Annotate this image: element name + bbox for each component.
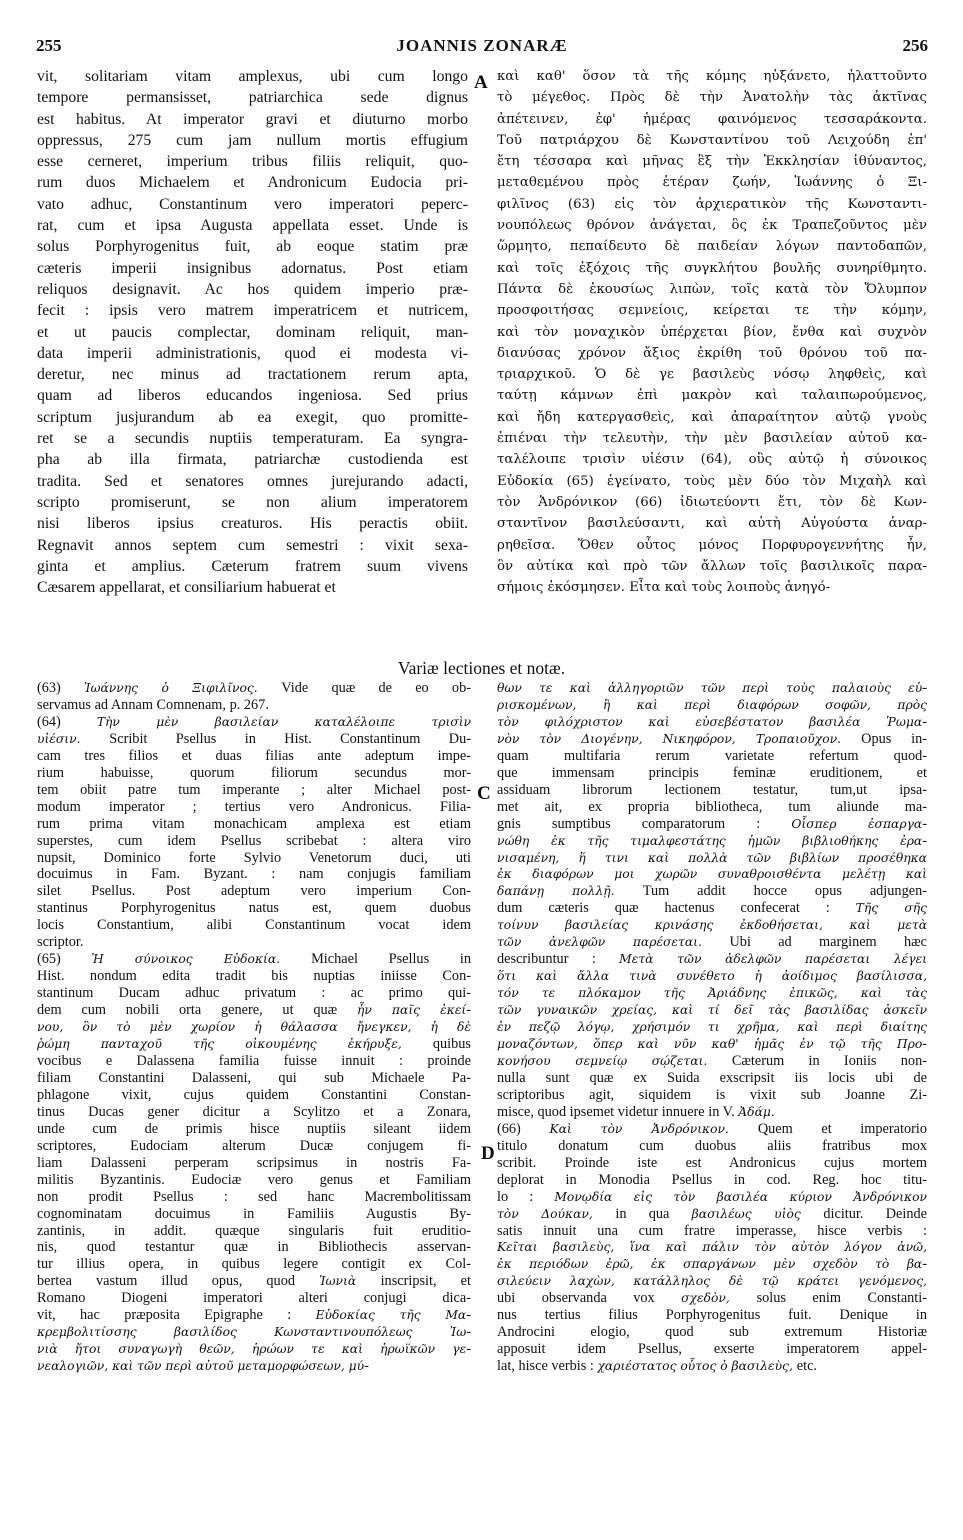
text-line: scriptoribus agit, siquidem is vixit sub Joanne Zi- xyxy=(497,1086,927,1103)
page-number-right: 256 xyxy=(902,36,928,55)
text-line: ῥώμη πανταχοῦ τῆς οἰκουμένης ἐκήρυξε, quibus xyxy=(37,1036,471,1053)
text-line: tinus Ducas gener dicitur a Scylitzo et a Zonara, xyxy=(37,1103,471,1120)
text-line: Regnavit annos septem cum semestri : vixit sexa- xyxy=(37,536,468,554)
text-line: Cæsarem appellarat, et consiliarium habuerat et xyxy=(37,579,336,597)
text-line: ὅτι καὶ ἄλλα τινὰ συνέθετο ἡ ἀοίδιμος βασίλισσα, xyxy=(497,969,927,984)
text-line: rum duos Michaelem et Andronicum Eudocia pri- xyxy=(37,174,468,192)
text-line: τὸν Δούκαν, in qua βασιλέως υἱὸς dicitur. Deinde xyxy=(497,1205,927,1222)
text-line: scriptum jusjurandum ab ea exegit, quo promitte- xyxy=(37,408,468,426)
text-line: Romano Diogeni imperatori alteri conjugi dica- xyxy=(37,1290,471,1307)
text-line: servamus ad Annam Comnenam, p. 267. xyxy=(37,696,269,713)
text-line: ἔτη τέσσαρα καὶ μῆνας ἓξ τὴν Ἐκκλησίαν ἰθύναντος, xyxy=(497,154,927,170)
text-line: lo : Μονῳδία εἰς τὸν βασιλέα κύριον Ἀνδρόνικον xyxy=(497,1188,927,1205)
text-line: φιλῖνος (63) εἰς τὸν ἀρχιερατικὸν τῆς Κωνσταντι- xyxy=(497,196,927,212)
text-line: ὥρμητο, πεπαίδευτο δὲ παιδείαν λόγων παντοδαπῶν, xyxy=(497,239,927,255)
text-line: nulla sunt quæ ex Suida exscripsit iis locis ubi de xyxy=(497,1069,927,1086)
text-line: τόν τε πλόκαμον τῆς Ἀριάδνης ἐπικῶς, καὶ τὰς xyxy=(497,986,927,1001)
text-line: met ait, ex propria bibliotheca, tum aliunde ma- xyxy=(497,798,927,815)
text-line: et ut paucis complectar, dominam reliquit, man- xyxy=(37,323,468,341)
text-line: scriptor. xyxy=(37,934,84,951)
text-line: τὸ μέγεθος. Πρὸς δὲ τὴν Ἀνατολὴν τὰς ἀκτῖνας xyxy=(497,90,927,106)
text-line: bertea vastum illud opus, quod Ἰωνιὰ inscripsit, et xyxy=(37,1273,471,1290)
text-line: stantinus Porphyrogenitus natus est, quem duobus xyxy=(37,900,471,917)
text-line: reliquos designavit. Ac hos quidem imperio præ- xyxy=(37,280,468,298)
page-header xyxy=(36,36,928,60)
text-line: rum prima vitam monachicam amplexa est etiam xyxy=(37,815,471,832)
text-line: ἀπέτεινεν, ἐφ' ἡμέρας φαινόμενος τεσσαράκοντα. xyxy=(497,111,927,127)
margin-marker-a: A xyxy=(474,72,488,93)
text-line: pha ab illa firmata, patriarchæ custodienda est xyxy=(37,451,468,469)
text-line: Πάντα δὲ ἑκουσίως λιπὼν, τοῖς κατὰ τὸν Ὄλυμπον xyxy=(497,281,927,297)
text-line: σήμοις ἐκόσμησεν. Εἶτα καὶ τοὺς λοιποὺς ἀνηγό- xyxy=(497,580,831,596)
text-line: (63) Ἰωάννης ὁ Ξιφιλῖνος. Vide quæ de eo ob- xyxy=(37,680,471,696)
text-line: modum imperator ; tertius vero Andronicus. Filia- xyxy=(37,798,471,815)
text-line: nis, quod testantur quæ in Bibliothecis asservan- xyxy=(37,1239,471,1256)
variae-lectiones-heading: Variæ lectiones et notæ. xyxy=(397,658,566,678)
text-line: unde cum de primis hisce nuptiis sileant iidem xyxy=(37,1120,471,1137)
text-line: τῶν ἀνελφῶν παρέσεται. Ubi ad marginem hæc xyxy=(497,934,927,951)
text-line: δαπάνῃ πολλῇ. Tum addit hocce opus adjungen- xyxy=(497,883,927,900)
text-line: militis Byzantinis. Eudociæ vero genus et Familiam xyxy=(37,1171,471,1188)
text-line: nupsit, Dominico forte Sylvio Venetorum duci, uti xyxy=(37,849,471,866)
text-line: rium habuisse, quorum filiorum secundus mor- xyxy=(37,764,471,781)
text-line: esse cerneret, imperium tribus filiis reliquit, quo- xyxy=(37,153,468,171)
text-line: σταντῖνον βασιλεύσαντι, καὶ αὐτὴ Αὐγούστα ἀναρ- xyxy=(497,516,927,532)
text-line: dum cæteris quæ hactenus confecerat : Τῆς σῆς xyxy=(497,900,927,917)
text-line: locis Constantium, alibi Constantinum vocat idem xyxy=(37,917,471,934)
page-number-left: 255 xyxy=(36,36,62,55)
text-line: que immensam principis feminæ eruditionem, et xyxy=(497,764,927,781)
text-line: scriptores, Eudociam alterum Ducæ conjugem fi- xyxy=(37,1137,471,1154)
text-line: deplorat in Monodia Psellus in cod. Reg. hoc titu- xyxy=(497,1171,927,1188)
text-line: τῶν γυναικῶν χρείας, καὶ τί δεῖ τὰς βασιλίδας ἀσκεῖν xyxy=(497,1003,927,1018)
text-line: scripto promiserunt, se non alium imperatorem xyxy=(37,493,468,511)
text-line: tradita. Sed et senatores omnes jurejurando adacti, xyxy=(37,472,468,490)
text-line: ἐκ περιόδων ἐρῶ, ἐκ σπαργάνων μὲν σχεδὸν τὸ βα- xyxy=(497,1256,927,1273)
text-line: ρηθεῖσα. Ὅθεν οὗτος μόνος Πορφυρογεννήτης ἦν, xyxy=(497,537,927,553)
text-line: ρισκομένων, ἢ καὶ περὶ διαφόρων σοφῶν, πρὸς xyxy=(497,697,927,712)
text-line: Androcini elogio, quod sub extremum Historiæ xyxy=(497,1324,927,1341)
text-line: τὸν Ἀνδρόνικον (66) ἰδιωτεύοντι ἔτι, τὸν δὲ Κων- xyxy=(497,494,927,510)
text-line: tur illius opera, in quibus legere contigit ex Col- xyxy=(37,1256,471,1273)
text-line: (65) Ἡ σύνοικος Εὐδοκία. Michael Psellus in xyxy=(37,951,471,968)
text-line: σιλεύειν λαχὼν, κατάλληλος δὲ τῷ κράτει γενόμενος, xyxy=(497,1274,927,1289)
text-line: νου, ὃν τὸ μὲν χωρίον ἡ θάλασσα ἤνεγκεν, ἡ δὲ xyxy=(37,1020,471,1035)
text-line: cæteris imperii insignibus adornatus. Post etiam xyxy=(37,259,468,277)
text-line: Εὐδοκία (65) ἐγείνατο, τοὺς μὲν δύο τὸν Μιχαὴλ καὶ xyxy=(497,473,927,489)
text-line: est habitus. At imperator gravi et diuturno morbo xyxy=(37,110,468,128)
text-line: scribit. Proinde iste est Andronicus cujus mortem xyxy=(497,1154,927,1171)
text-line: gnis sumptibus comparatorum : Οἷσπερ ἐσπαργα- xyxy=(497,815,927,832)
margin-marker-d: D xyxy=(481,1143,495,1164)
text-line: titulo donatum cum duobus aliis fratribus mox xyxy=(497,1137,927,1154)
text-line: ἐκ διαφόρων μοι χωρῶν συναθροισθέντα μελέτῃ καὶ xyxy=(497,867,927,882)
text-line: τριαρχικοῦ. Ὁ δὲ γε βασιλεὺς νόσῳ ληφθεὶς, καὶ xyxy=(497,367,927,383)
text-line: deretur, nec minus ad tractationem rerum apta, xyxy=(37,366,468,384)
text-line: νουπόλεως θρόνον ἀνάγεται, ὃς ἐκ Τραπεζοῦντος μὲν xyxy=(497,218,927,234)
text-line: καὶ τοῖς ἐξόχοις τῆς συγκλήτου βουλῆς συνηρίθμητο. xyxy=(497,260,927,276)
text-line: τοίνυν βασιλείας κρινάσης ἐκδοθήσεται, καὶ μετὰ xyxy=(497,918,927,933)
text-line: θων τε καὶ ἀλληγοριῶν τῶν περὶ τοὺς παλαιοὺς εὑ- xyxy=(497,680,927,696)
text-line: liam Dalasseni perperam scripsimus in nostris Fa- xyxy=(37,1154,471,1171)
text-line: misce, quod ipsemet videtur innuere in V. Ἀδάμ. xyxy=(497,1103,775,1120)
text-line: μεταθεμένου πρὸς ἑτέραν ζωήν, Ἰωάννης ὁ Ξι- xyxy=(497,175,927,191)
text-line: ἐν πεζῷ λόγῳ, χρήσιμόν τι χρῆμα, καὶ περὶ διαίτης xyxy=(497,1020,927,1035)
text-line: silet Psellus. Post adeptum vero imperium Con- xyxy=(37,883,471,900)
text-line: nus tertius filius Porphyrogenitus fuit. Denique in xyxy=(497,1307,927,1324)
text-line: apposuit idem Psellus, exserte imperatorem appel- xyxy=(497,1341,927,1358)
text-line: vit, solitariam vitam amplexus, ubi cum longo xyxy=(37,68,468,85)
text-line: (66) Καὶ τὸν Ἀνδρόνικον. Quem et imperatorio xyxy=(497,1120,927,1137)
text-line: Hist. nondum edita tradit bis nuptias iniisse Con- xyxy=(37,968,471,985)
text-line: νώθη ἐκ τῆς τιμαλφεστάτης ἡμῶν βιβλιοθήκης ἐρα- xyxy=(497,832,927,849)
text-line: ginta et amplius. Cæterum fratrem suum vivens xyxy=(37,557,468,575)
text-line: διανύσας χρόνον ἄξιος ἐκρίθη τοῦ θρόνου τοῦ πα- xyxy=(497,345,927,361)
text-line: superstes, cum idem Psellus scribebat : altera viro xyxy=(37,832,471,849)
text-line: νιὰ ἤτοι συναγωγὴ θεῶν, ἡρώων τε καὶ ἡρωϊκῶν γε- xyxy=(37,1341,471,1358)
text-line: nisi liberos ipsius creaturos. His peractis obiit. xyxy=(37,515,468,533)
text-line: τὸν φιλόχριστον καὶ εὐσεβέστατον βασιλέα Ῥωμα- xyxy=(497,713,927,730)
text-line: καὶ καθ' ὅσον τὰ τῆς κόμης ηὐξάνετο, ἠλαττοῦντο xyxy=(497,69,927,84)
text-line: non prodit Psellus : sed hanc Macrembolitissam xyxy=(37,1188,471,1205)
text-line: quam multifaria rerum varietate refertum quod- xyxy=(497,747,927,764)
text-line: cognominatam docuimus in Familiis Augustis By- xyxy=(37,1205,471,1222)
text-line: docuimus in Fam. Byzant. : nam conjugis familiam xyxy=(37,866,471,883)
text-line: προσφοιτήσας σεμνείοις, κείρεται τε τὴν κόμην, xyxy=(497,303,927,319)
text-line: μοναζόντων, ὅπερ καὶ νῦν καθ' ἡμᾶς ἐν τῷ τῆς Προ- xyxy=(497,1036,927,1053)
text-line: phlagone vixit, cujus quidem Constantini Constan- xyxy=(37,1086,471,1103)
text-line: stantinum Ducam adhuc privatum : ac primo qui- xyxy=(37,985,471,1002)
margin-marker-c: C xyxy=(477,783,491,804)
text-line: oppressus, 275 cum jam nullum mortis effugium xyxy=(37,131,468,149)
text-line: assiduam librorum lectionem testatur, tum,ut ipsa- xyxy=(497,781,927,798)
text-line: rat, cum et ipsa Augusta appellata esset. Unde is xyxy=(37,217,468,235)
text-line: κονήσου σεμνείῳ σῴζεται. Cæterum in Ioniis non- xyxy=(497,1052,927,1069)
text-line: νὸν τὸν Διογένην, Νικηφόρον, Τροπαιοῦχον. Opus in- xyxy=(497,730,927,747)
text-line: cam tres filios et duas filias ante adeptum impe- xyxy=(37,747,471,764)
text-line: Κεῖται βασιλεὺς, ἵνα καὶ πάλιν τὸν αὐτὸν λόγον ἀνῶ, xyxy=(497,1240,927,1255)
text-line: dem cum nobili orta genere, ut quæ ἦν παῖς ἐκεί- xyxy=(37,1002,471,1019)
text-line: lat, hisce verbis : χαριέστατος οὗτος ὁ βασιλεὺς, etc. xyxy=(497,1358,818,1375)
text-line: (64) Τὴν μὲν βασιλείαν καταλέλοιπε τρισὶν xyxy=(37,713,471,730)
text-line: ταλέλοιπε τρισὶν υἱέσιν (64), οὓς αὐτῷ ἡ σύνοικος xyxy=(497,452,927,468)
text-line: ubi observanda vox σχεδὸν, solus enim Constanti- xyxy=(497,1290,927,1307)
text-line: solus Porphyrogenitus fuit, ab eoque statim præ xyxy=(37,238,468,256)
running-title: JOANNIS ZONARÆ xyxy=(396,36,568,55)
text-line: vocibus e Dalassena familia fuisse innuit : proinde xyxy=(37,1052,471,1069)
text-line: κρεμβολιτίσσης βασιλίδος Κωνσταντινουπόλεως Ἰω- xyxy=(37,1324,471,1341)
text-line: data imperii administrationis, quod ei modesta vi- xyxy=(37,344,468,362)
text-line: zantinis, in addit. quæque singularis fuit eruditio- xyxy=(37,1222,471,1239)
text-line: Τοῦ πατριάρχου δὲ Κωνσταντίνου τοῦ Λειχούδη ἐπ' xyxy=(497,132,927,148)
text-line: describuntur : Μετὰ τῶν ἀδελφῶν παρέσεται λέγει xyxy=(497,951,927,968)
text-line: καὶ ἤδη κατεργασθεὶς, καὶ ἀπαραίτητον αὐτῷ γνοὺς xyxy=(497,409,927,425)
text-line: ὃν αὐτίκα καὶ πρὸ τῶν ἄλλων τοῖς βασιλικοῖς παρα- xyxy=(497,558,927,574)
text-line: tem obiit patre tum imperante ; alter Michael post- xyxy=(37,781,471,798)
text-line: ἐπιέναι τὴν τελευτὴν, τὴν μὲν βασιλείαν αὐτοῦ κα- xyxy=(497,431,927,447)
text-line: καὶ τὸν μοναχικὸν ὑπέρχεται βίον, ἔνθα καὶ συχνὸν xyxy=(497,324,927,340)
text-line: fecit : ipsis vero matrem imperatricem et nutricem, xyxy=(37,302,468,320)
notes-column-right xyxy=(497,680,927,1480)
text-line: quam ad liberos educandos ingeniosa. Sed prius xyxy=(37,387,468,405)
text-line: νεαλογιῶν, καὶ τῶν περὶ αὐτοῦ μεταμορφώσεων, μύ- xyxy=(37,1358,369,1375)
text-line: vato adhuc, Constantinum vero imperatori peperc- xyxy=(37,195,468,213)
text-line: νισαμένη, ἥ τινι καὶ πολλὰ τῶν βιβλίων προσέθηκα xyxy=(497,850,927,865)
text-line: tempore permansisset, patriarchica sede dignus xyxy=(37,89,468,107)
text-line: ret se a secundis nuptiis temperaturam. Ea syngra- xyxy=(37,430,468,448)
text-line: satis innuit una cum fratre imperasse, hisce verbis : xyxy=(497,1222,927,1239)
latin-translation-column xyxy=(37,66,468,661)
text-line: filiam Constantini Dalasseni, qui sub Michaele Pa- xyxy=(37,1069,471,1086)
text-line: ταύτῃ κάμνων ἐπὶ μακρὸν καὶ ταλαιπωρούμενος, xyxy=(497,388,927,404)
greek-text-column xyxy=(497,66,927,661)
text-line: vit, hac præposita Epigraphe : Εὐδοκίας τῆς Μα- xyxy=(37,1307,471,1324)
notes-column-left xyxy=(37,680,471,1480)
text-line: υἱέσιν. Scribit Psellus in Hist. Constantinum Du- xyxy=(37,730,471,747)
